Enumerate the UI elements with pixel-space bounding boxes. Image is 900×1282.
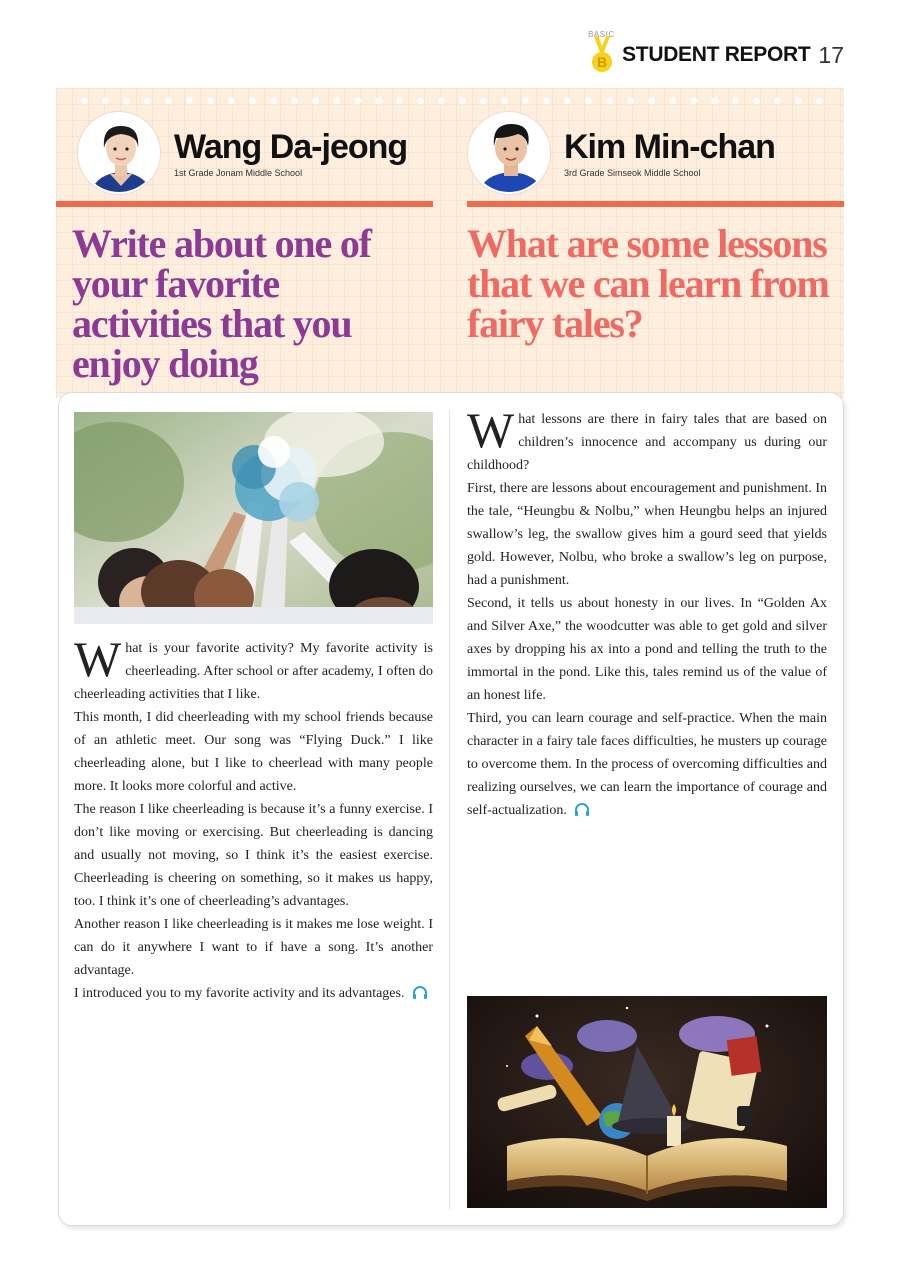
drop-cap: W [74,631,122,687]
headphones-icon [574,802,590,816]
article-paragraph: What lessons are there in fairy tales that are based on children’s innocence and accompany us during our childhood? [467,402,827,473]
student-portrait-icon [470,114,550,194]
avatar [468,112,550,194]
accent-rule [56,201,433,207]
logo-letter: B [592,52,612,72]
fairy-tale-book-illustration [467,996,827,1208]
author-school: 3rd Grade Simseok Middle School [564,168,701,178]
page-number: 17 [818,41,844,68]
author-name: Kim Min-chan [564,128,775,166]
headphones-icon [412,985,428,999]
accent-rule [467,201,844,207]
basic-logo [588,30,618,74]
article-paragraph: What is your favorite activity? My favorite activity is cheerleading. After school or after academy, I often do cheerleading activities that I like. [74,631,433,702]
question-banner [56,88,844,398]
article-paragraph: Third, you can learn courage and self-practice. When the main character in a fairy tale faces difficulties, he musters up courage to overcome them. In the process of overcoming difficulties and realizing ourselves, we can learn the importance of courage and self-actualization. [467,711,827,818]
author-name: Wang Da-jeong [174,128,408,166]
article-paragraph: The reason I like cheerleading is because it’s a funny exercise. I don’t like moving or exercising. But cheerleading is dancing and usually not moving, so I think it’s the easiest exercise. Cheerleading is cheering on something, so it makes us happy, too. I think it’s one of cheerleading’s advantages. [74,802,433,909]
author-block-left [78,112,407,194]
author-block-right [468,112,775,194]
drop-cap: W [467,402,515,458]
cheerleading-team-image [74,412,433,624]
question-heading-right: What are some lessons that we can learn from fairy tales? [467,221,829,346]
article-paragraph: This month, I did cheerleading with my school friends because of an athletic meet. Our song was “Flying Duck.” I like cheerleading alone, but I like to cheerlead with many people more. It looks more colorful and active. [74,710,433,794]
student-portrait-icon [80,114,160,194]
article-left-body [74,631,433,1005]
page-header [588,30,844,74]
magic-book-image [467,996,827,1208]
report-title: STUDENT REPORT [622,43,811,66]
logo-basic-text: BASIC [588,30,615,39]
article-right-body [467,402,828,822]
article-paragraph: Another reason I like cheerleading is it makes me lose weight. I can do it anywhere I want to if have a song. It’s another advantage. [74,917,433,978]
article-paragraph: First, there are lessons about encouragement and punishment. In the tale, “Heungbu & Nolbu,” when Heungbu helps an injured swallow’s leg, the swallow gives him a gourd seed that yields gold. However, Nolbu, who broke a swallow’s leg on purpose, had a punishment. [467,481,828,588]
question-heading-left: Write about one of your favorite activities that you enjoy doing [72,221,371,386]
column-divider [449,410,450,1210]
author-school: 1st Grade Jonam Middle School [174,168,303,178]
cheerleading-photo [74,412,433,624]
dotted-border [74,97,826,105]
article-paragraph: Second, it tells us about honesty in our lives. In “Golden Ax and Silver Axe,” the woodcutter was able to get gold and silver axes by dropping his ax into a pond and telling the truth to the immortal in the pond. Like this, tales remind us of the value of an honest life. [467,596,827,703]
article-paragraph: I introduced you to my favorite activity and its advantages. [74,982,433,1005]
avatar [78,112,160,194]
